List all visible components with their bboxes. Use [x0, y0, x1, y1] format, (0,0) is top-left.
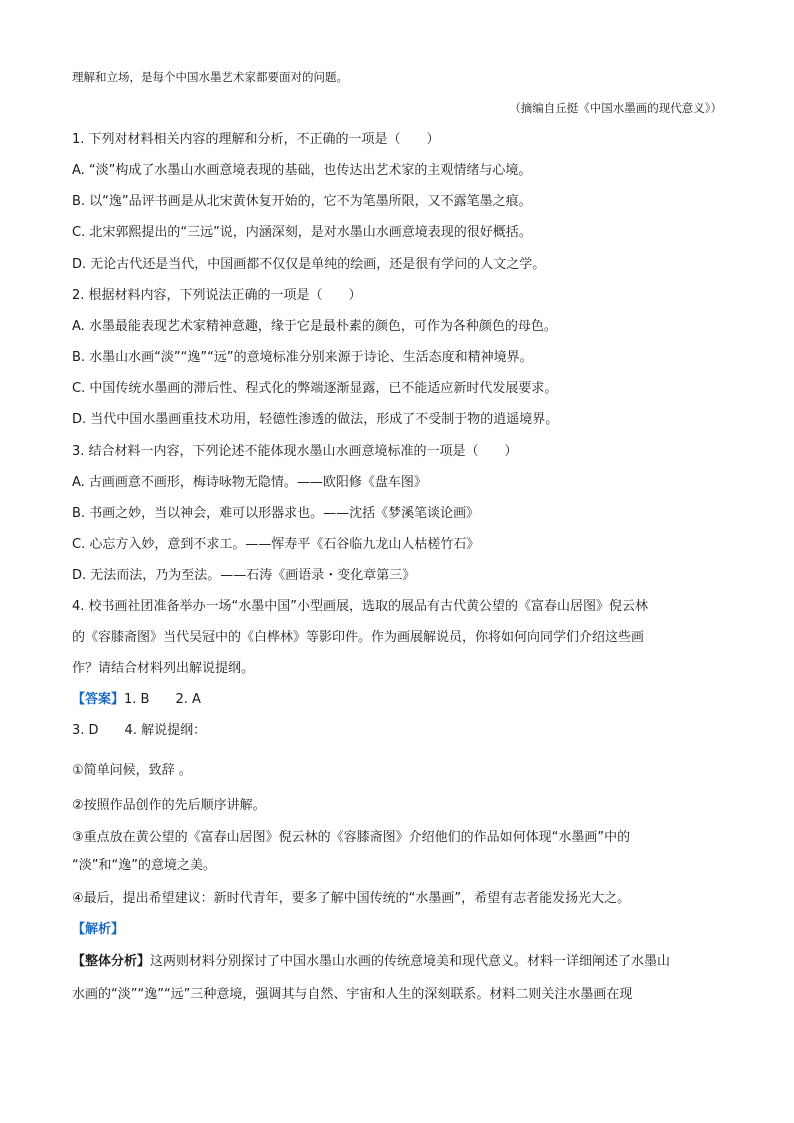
question-1-option-d: D. 无论古代还是当代，中国画都不仅仅是单纯的绘画，还是很有学问的人文之学。 — [72, 257, 546, 272]
overall-analysis-tag: 【整体分析】 — [72, 954, 151, 969]
overall-analysis-line-2: 水画的“淡”“逸”“远”三种意境，强调其与自然、宇宙和人生的深刻联系。材料二则关注水墨画在现 — [72, 987, 633, 1002]
question-3-option-c: C. 心忘方入妙，意到不求工。——恽寿平《石谷临九龙山人枯槎竹石》 — [72, 537, 480, 552]
question-4-line-1: 4. 校书画社团准备举办一场“水墨中国”小型画展，选取的展品有古代黄公望的《富春山居图》倪云林 — [72, 599, 649, 614]
question-2-option-b: B. 水墨山水画“淡”“逸”“远”的意境标准分别来源于诗论、生活态度和精神境界。 — [72, 350, 533, 365]
overall-analysis-text: 这两则材料分别探讨了中国水墨山水画的传统意境美和现代意义。材料一详细阐述了水墨山 — [150, 954, 671, 969]
outline-item-3-cont: “淡”和“逸”的意境之美。 — [72, 858, 216, 873]
question-1-stem: 1. 下列对材料相关内容的理解和分析，不正确的一项是（ ） — [72, 132, 440, 147]
question-4-line-3: 作？请结合材料列出解说提纲。 — [72, 661, 255, 676]
outline-item-2: ②按照作品创作的先后顺序讲解。 — [72, 798, 266, 813]
source-citation: （摘编自丘挺《中国水墨画的现代意义》） — [509, 101, 722, 115]
overall-analysis-line-1 — [72, 953, 670, 971]
question-1-option-c: C. 北宋郭熙提出的“三远”说，内涵深刻，是对水墨山水画意境表现的很好概括。 — [72, 225, 532, 240]
outline-item-1: ①简单问候，致辞 。 — [72, 763, 192, 778]
question-4-line-2: 的《容膝斋图》当代吴冠中的《白桦林》等影印件。作为画展解说员，你将如何向同学们介绍这些画 — [72, 630, 645, 645]
question-2-option-d: D. 当代中国水墨画重技术功用，轻德性渗透的做法，形成了不受制于物的逍遥境界。 — [72, 412, 559, 427]
continuation-text: 理解和立场，是每个中国水墨艺术家都要面对的问题。 — [72, 70, 348, 84]
question-3-option-a: A. 古画画意不画形，梅诗咏物无隐情。——欧阳修《盘车图》 — [72, 475, 427, 490]
question-1-option-a: A. “淡”构成了水墨山水画意境表现的基础，也传达出艺术家的主观情绪与心境。 — [72, 163, 532, 178]
question-3-option-d: D. 无法而法，乃为至法。——石涛《画语录・变化章第三》 — [72, 568, 416, 583]
question-3-option-b: B. 书画之妙，当以神会，难可以形器求也。——沈括《梦溪笔谈论画》 — [72, 506, 480, 521]
outline-item-4: ④最后，提出希望建议：新时代青年，要多了解中国传统的“水墨画”，希望有志者能发扬光大之。 — [72, 891, 631, 906]
answer-line-1 — [72, 691, 201, 709]
answer-tag: 【答案】 — [72, 692, 125, 707]
question-2-stem: 2. 根据材料内容，下列说法正确的一项是（ ） — [72, 288, 362, 303]
outline-item-3: ③重点放在黄公望的《富春山居图》倪云林的《容膝斋图》介绍他们的作品如何体现“水墨画”中的 — [72, 830, 631, 845]
question-1-option-b: B. 以“逸”品评书画是从北宋黄休复开始的，它不为笔墨所限，又不露笔墨之痕。 — [72, 194, 532, 209]
answer-values-1: 1. B 2. A — [124, 692, 201, 707]
question-2-option-c: C. 中国传统水墨画的滞后性、程式化的弊端逐渐显露，已不能适应新时代发展要求。 — [72, 381, 558, 396]
analysis-tag: 【解析】 — [72, 922, 125, 937]
question-3-stem: 3. 结合材料一内容，下列论述不能体现水墨山水画意境标准的一项是（ ） — [72, 444, 518, 459]
question-2-option-a: A. 水墨最能表现艺术家精神意趣，缘于它是最朴素的颜色，可作为各种颜色的母色。 — [72, 319, 557, 334]
answer-line-2: 3. D 4. 解说提纲： — [72, 723, 207, 738]
